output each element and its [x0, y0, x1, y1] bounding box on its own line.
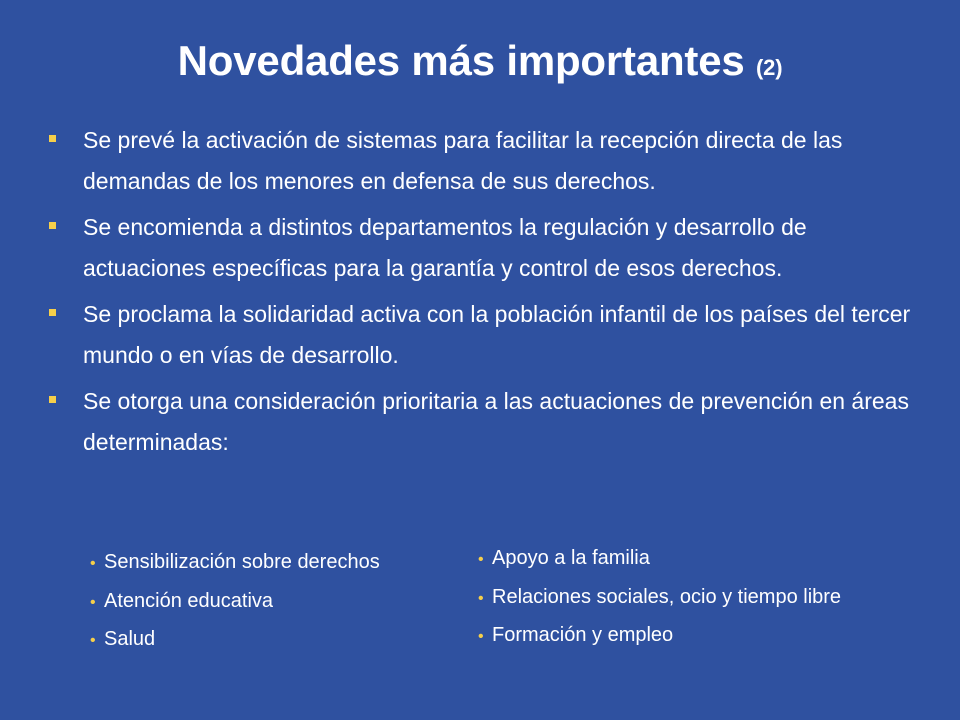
area-item: [478, 540, 841, 579]
area-item: [478, 579, 841, 618]
slide-title: [0, 34, 960, 95]
area-label: Formación y empleo: [492, 624, 674, 646]
title-main: Novedades más importantes: [177, 37, 745, 84]
bullet-item: [46, 294, 926, 376]
square-bullet-icon: [49, 309, 56, 316]
dot-bullet-icon: •: [90, 632, 96, 649]
bullet-text: Se prevé la activación de sistemas para facilitar la recepción directa de las demandas de los menores en defensa de sus derechos.: [83, 127, 843, 194]
dot-bullet-icon: •: [478, 551, 484, 568]
prevention-areas: [0, 540, 960, 660]
area-label: Apoyo a la familia: [492, 547, 650, 569]
area-label: Atención educativa: [104, 589, 274, 612]
dot-bullet-icon: •: [90, 555, 96, 572]
area-item: [90, 544, 380, 583]
area-label: Sensibilización sobre derechos: [104, 551, 380, 573]
bullet-text: Se proclama la solidaridad activa con la población infantil de los países del tercer mundo o en vías de desarrollo.: [83, 301, 911, 368]
dot-bullet-icon: •: [90, 593, 96, 611]
area-item: [90, 621, 380, 660]
areas-left-list: [90, 544, 380, 660]
area-item: [90, 583, 380, 622]
title-subtitle: (2): [756, 55, 783, 80]
bullet-list: [46, 120, 926, 468]
dot-bullet-icon: •: [478, 628, 484, 645]
areas-right-list: [478, 540, 841, 656]
square-bullet-icon: [49, 396, 56, 403]
area-item: [478, 617, 841, 656]
area-label: Salud: [104, 628, 156, 650]
bullet-item: [46, 207, 926, 289]
bullet-item: [46, 120, 926, 202]
area-label: Relaciones sociales, ocio y tiempo libre: [492, 585, 842, 608]
dot-bullet-icon: •: [478, 589, 484, 607]
bullet-item: [46, 381, 926, 463]
bullet-text: Se otorga una consideración prioritaria a las actuaciones de prevención en áreas determinadas:: [83, 388, 909, 455]
square-bullet-icon: [49, 222, 56, 229]
bullet-text: Se encomienda a distintos departamentos la regulación y desarrollo de actuaciones específicas para la garantía y control de esos derechos.: [83, 214, 807, 281]
square-bullet-icon: [49, 135, 56, 142]
